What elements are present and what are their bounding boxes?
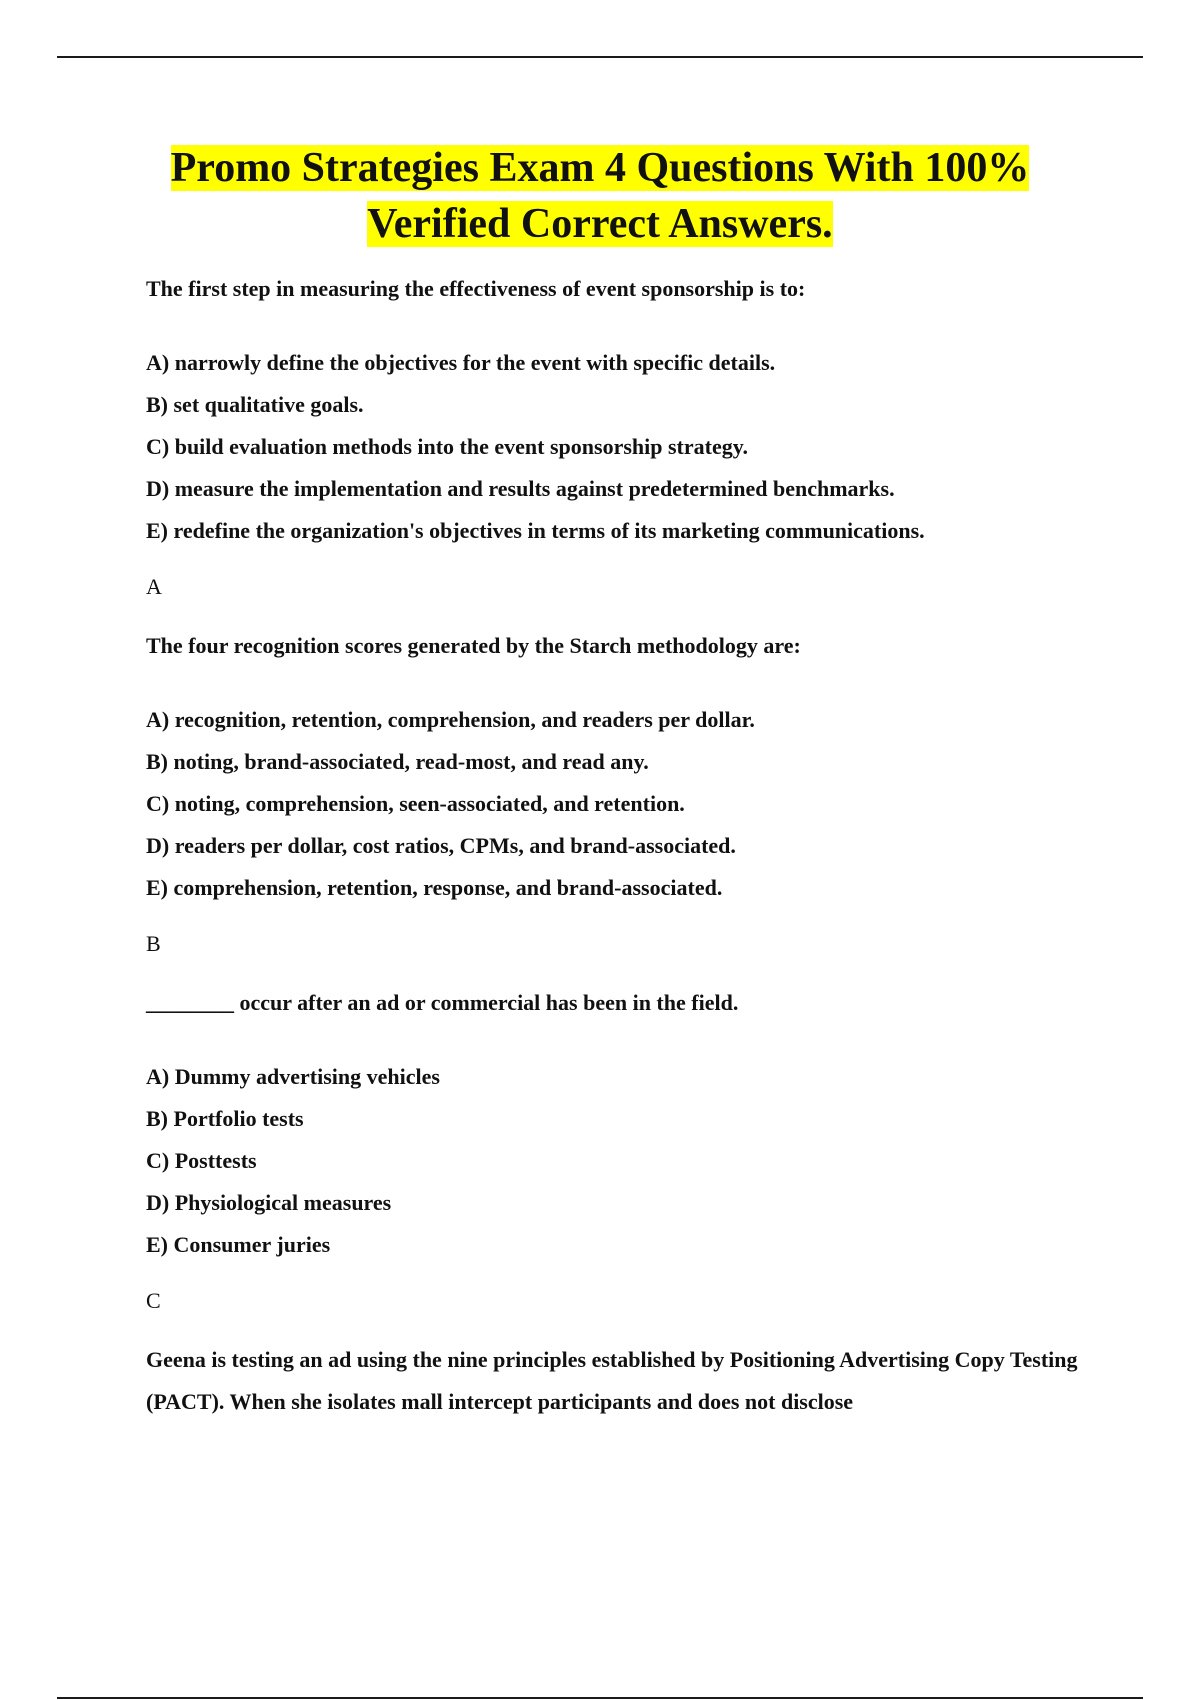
question-prompt: The four recognition scores generated by the Starch methodology are: <box>146 633 801 658</box>
question-block-2 <box>146 625 1106 957</box>
option-e: E) redefine the organization's objectives in terms of its marketing communications. <box>146 518 925 543</box>
question-block-4 <box>146 1339 1106 1423</box>
top-rule <box>57 56 1143 58</box>
title-line-2: Verified Correct Answers. <box>367 201 833 247</box>
option-c: C) build evaluation methods into the event sponsorship strategy. <box>146 434 749 459</box>
option-c: C) Posttests <box>146 1148 257 1173</box>
option-d: D) measure the implementation and results against predetermined benchmarks. <box>146 476 895 501</box>
question-prompt: ________ occur after an ad or commercial has been in the field. <box>146 990 739 1015</box>
question-prompt: Geena is testing an ad using the nine principles established by Positioning Advertising Copy Testing (PACT). When she isolates mall intercept participants and does not disclose <box>146 1347 1078 1414</box>
option-c: C) noting, comprehension, seen-associated, and retention. <box>146 791 685 816</box>
option-a: A) narrowly define the objectives for the event with specific details. <box>146 350 776 375</box>
option-d: D) readers per dollar, cost ratios, CPMs, and brand-associated. <box>146 833 736 858</box>
question-block-3 <box>146 982 1106 1314</box>
question-list <box>146 268 1106 1463</box>
option-a: A) Dummy advertising vehicles <box>146 1064 440 1089</box>
bottom-rule <box>57 1697 1143 1699</box>
page-title <box>60 140 1140 252</box>
option-e: E) comprehension, retention, response, and brand-associated. <box>146 875 723 900</box>
answer-key: B <box>146 931 161 956</box>
option-e: E) Consumer juries <box>146 1232 331 1257</box>
question-block-1 <box>146 268 1106 600</box>
option-b: B) set qualitative goals. <box>146 392 364 417</box>
title-line-1: Promo Strategies Exam 4 Questions With 100% <box>170 145 1030 191</box>
option-d: D) Physiological measures <box>146 1190 392 1215</box>
answer-key: A <box>146 574 162 599</box>
answer-key: C <box>146 1288 161 1313</box>
question-prompt: The first step in measuring the effectiveness of event sponsorship is to: <box>146 276 806 301</box>
option-b: B) noting, brand-associated, read-most, and read any. <box>146 749 649 774</box>
option-b: B) Portfolio tests <box>146 1106 304 1131</box>
option-a: A) recognition, retention, comprehension, and readers per dollar. <box>146 707 755 732</box>
